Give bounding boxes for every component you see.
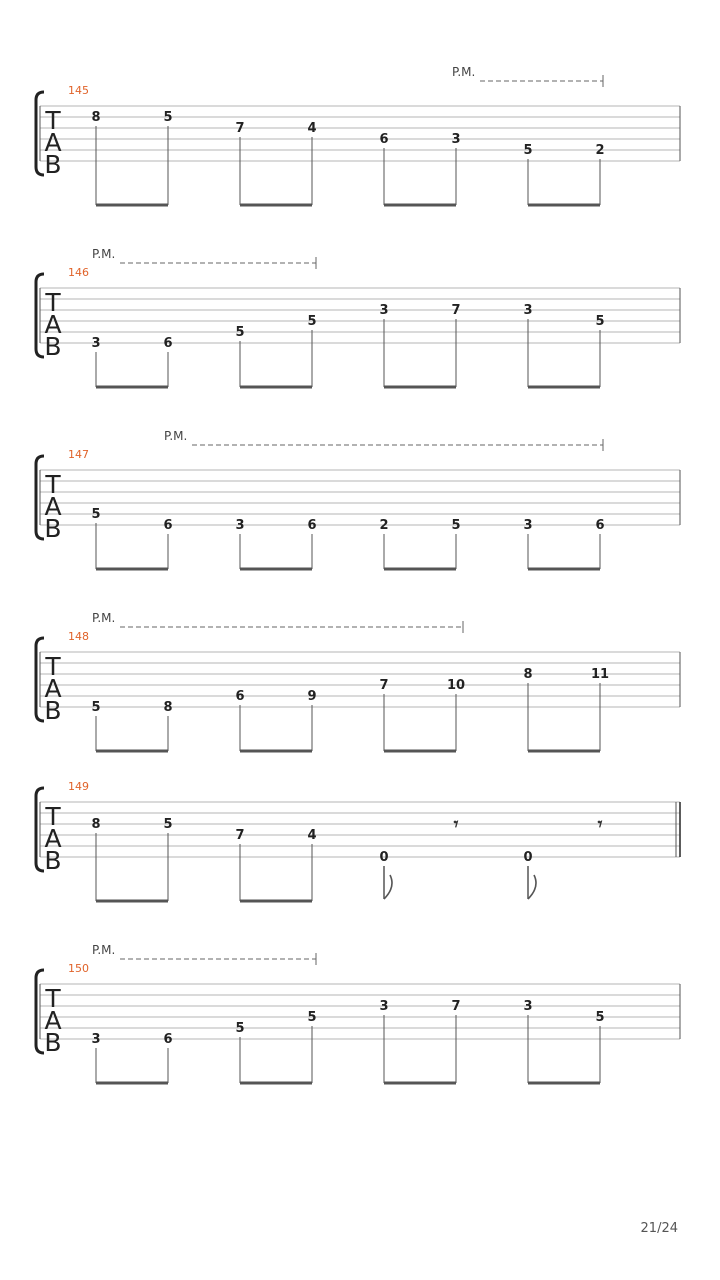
fret-number: 5 [595,1010,605,1025]
tab-letter-b: B [44,332,62,361]
eighth-rest: 𝄾 [597,814,603,835]
tab-letter-a: A [44,492,62,521]
fret-number: 3 [451,132,461,147]
tab-letter-t: T [45,802,61,831]
fret-number: 5 [91,700,101,715]
fret-number: 6 [163,336,173,351]
fret-number: 6 [163,1032,173,1047]
beam [96,750,168,753]
measure-number: 146 [68,266,89,279]
fret-number: 0 [523,850,533,865]
tab-letter-t: T [45,288,61,317]
fret-number: 5 [163,110,173,125]
fret-number: 8 [163,700,173,715]
fret-number: 8 [91,110,101,125]
fret-number: 7 [451,999,461,1014]
beam [96,204,168,207]
beam [528,750,600,753]
beam [384,568,456,571]
fret-number: 4 [307,121,317,136]
fret-number: 10 [446,678,466,693]
beam [528,1082,600,1085]
beam [240,900,312,903]
measure-number: 145 [68,84,89,97]
fret-number: 6 [595,518,605,533]
fret-number: 6 [379,132,389,147]
measure-number: 148 [68,630,89,643]
fret-number: 5 [451,518,461,533]
tab-letter-a: A [44,1006,62,1035]
measure-number: 150 [68,962,89,975]
eighth-flag [528,875,536,899]
fret-number: 5 [523,143,533,158]
tab-letter-t: T [45,470,61,499]
fret-number: 4 [307,828,317,843]
fret-number: 6 [235,689,245,704]
beam [240,568,312,571]
fret-number: 2 [595,143,605,158]
tab-letter-a: A [44,824,62,853]
fret-number: 9 [307,689,317,704]
beam [528,386,600,389]
fret-number: 8 [523,667,533,682]
beam [528,568,600,571]
fret-number: 6 [307,518,317,533]
tab-system-145 [36,65,680,207]
fret-number: 5 [91,507,101,522]
beam [528,204,600,207]
eighth-flag [384,875,392,899]
palm-mute-label: P.M. [92,611,116,625]
fret-number: 7 [235,828,245,843]
tab-letter-b: B [44,846,62,875]
fret-number: 3 [91,336,101,351]
fret-number: 7 [379,678,389,693]
tab-letter-a: A [44,310,62,339]
fret-number: 5 [307,1010,317,1025]
tab-letter-t: T [45,106,61,135]
tab-letter-a: A [44,128,62,157]
tab-letter-t: T [45,652,61,681]
eighth-rest: 𝄾 [453,814,459,835]
beam [384,1082,456,1085]
fret-number: 3 [379,999,389,1014]
fret-number: 2 [379,518,389,533]
palm-mute-label: P.M. [452,65,476,79]
fret-number: 7 [451,303,461,318]
beam [240,1082,312,1085]
beam [384,750,456,753]
palm-mute-label: P.M. [92,247,116,261]
beam [240,750,312,753]
tab-system-146 [36,247,680,389]
fret-number: 3 [379,303,389,318]
page-number: 21/24 [640,1221,678,1236]
measure-number: 147 [68,448,89,461]
fret-number: 5 [235,1021,245,1036]
palm-mute-label: P.M. [92,943,116,957]
palm-mute-label: P.M. [164,429,188,443]
beam [96,386,168,389]
fret-number: 7 [235,121,245,136]
fret-number: 3 [523,518,533,533]
tab-system-149 [36,780,680,903]
tab-letter-b: B [44,150,62,179]
fret-number: 3 [91,1032,101,1047]
fret-number: 5 [307,314,317,329]
fret-number: 3 [523,999,533,1014]
fret-number: 3 [523,303,533,318]
tab-system-150 [36,943,680,1085]
tab-system-148 [36,611,680,753]
tab-letter-t: T [45,984,61,1013]
tab-letter-b: B [44,514,62,543]
fret-number: 5 [163,817,173,832]
beam [384,204,456,207]
beam [384,386,456,389]
fret-number: 6 [163,518,173,533]
fret-number: 5 [595,314,605,329]
measure-number: 149 [68,780,89,793]
tab-system-147 [36,429,680,571]
fret-number: 5 [235,325,245,340]
beam [96,1082,168,1085]
beam [96,568,168,571]
tab-letter-b: B [44,1028,62,1057]
fret-number: 8 [91,817,101,832]
tab-letter-a: A [44,674,62,703]
beam [240,204,312,207]
beam [240,386,312,389]
fret-number: 0 [379,850,389,865]
beam [96,900,168,903]
fret-number: 11 [590,667,610,682]
fret-number: 3 [235,518,245,533]
tab-letter-b: B [44,696,62,725]
